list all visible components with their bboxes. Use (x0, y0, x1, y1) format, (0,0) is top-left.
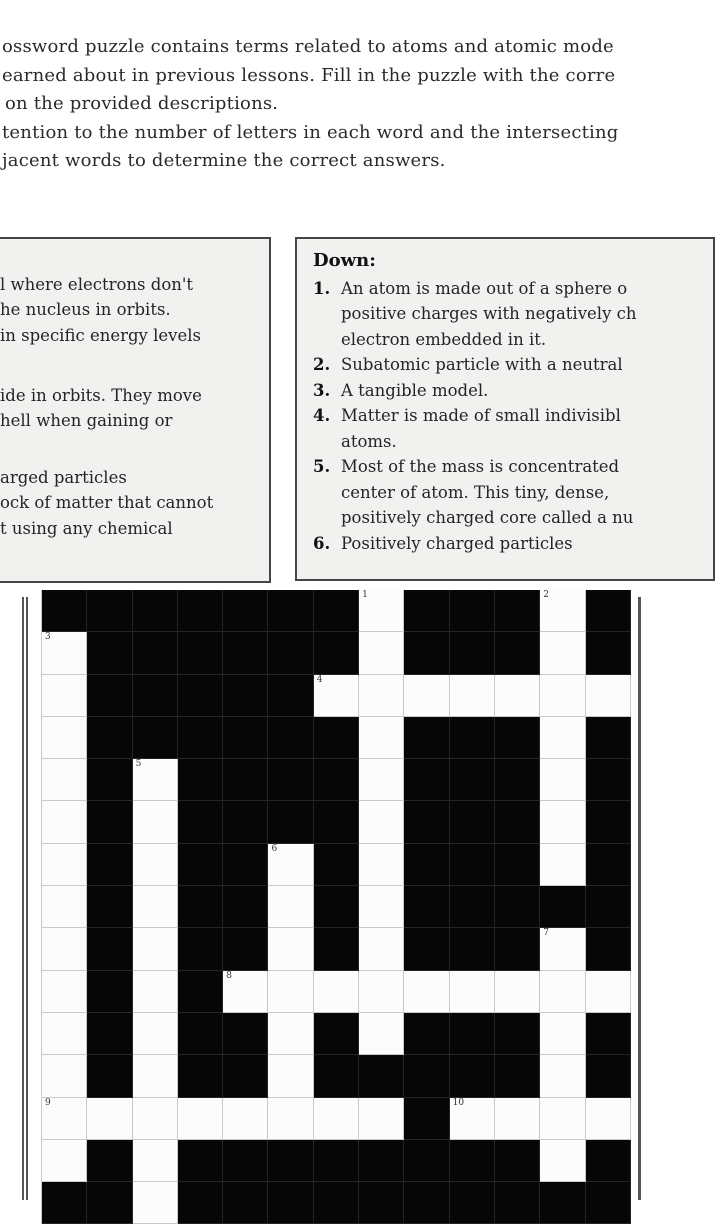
black-cell (87, 971, 132, 1013)
black-cell (495, 590, 540, 632)
black-cell (178, 844, 223, 886)
black-cell (87, 1055, 132, 1097)
white-cell[interactable] (268, 971, 313, 1013)
across-clue-line: l where electrons don't (0, 274, 194, 294)
black-cell (178, 590, 223, 632)
white-cell[interactable] (42, 971, 87, 1013)
white-cell[interactable] (268, 1055, 313, 1097)
black-cell (450, 1140, 495, 1182)
black-cell (586, 801, 631, 843)
black-cell (495, 801, 540, 843)
black-cell (404, 1013, 449, 1055)
black-cell (87, 759, 132, 801)
black-cell (268, 717, 313, 759)
black-cell (268, 1140, 313, 1182)
across-clue-line: in specific energy levels (0, 325, 201, 345)
white-cell[interactable] (133, 801, 178, 843)
white-cell[interactable] (450, 675, 495, 717)
white-cell[interactable] (540, 1098, 585, 1140)
down-title: Down: (313, 250, 376, 271)
black-cell (223, 675, 268, 717)
black-cell (178, 886, 223, 928)
black-cell (314, 844, 359, 886)
black-cell (223, 717, 268, 759)
white-cell[interactable] (42, 1055, 87, 1097)
black-cell (223, 759, 268, 801)
down-clue-number: 4. (313, 406, 331, 425)
white-cell[interactable] (359, 886, 404, 928)
white-cell[interactable] (133, 1182, 178, 1224)
instruction-line: on the provided descriptions. (5, 93, 279, 114)
black-cell (178, 1140, 223, 1182)
black-cell (359, 1182, 404, 1224)
white-cell[interactable] (540, 590, 585, 632)
black-cell (178, 717, 223, 759)
white-cell[interactable] (359, 632, 404, 674)
white-cell[interactable] (359, 717, 404, 759)
cell-number: 2 (543, 590, 549, 600)
black-cell (450, 1055, 495, 1097)
white-cell[interactable] (586, 675, 631, 717)
black-cell (178, 1013, 223, 1055)
black-cell (404, 1140, 449, 1182)
white-cell[interactable] (586, 1098, 631, 1140)
black-cell (223, 844, 268, 886)
down-clue-line: positively charged core called a nu (341, 508, 634, 527)
white-cell[interactable] (42, 717, 87, 759)
down-clues-box (295, 237, 715, 581)
black-cell (314, 632, 359, 674)
black-cell (223, 1140, 268, 1182)
white-cell[interactable] (359, 1098, 404, 1140)
white-cell[interactable] (223, 1098, 268, 1140)
across-clue-line: ide in orbits. They move (0, 385, 202, 405)
down-clue-line: Most of the mass is concentrated (341, 457, 620, 476)
black-cell (404, 590, 449, 632)
black-cell (404, 801, 449, 843)
instruction-line: ossword puzzle contains terms related to atoms and atomic mode (2, 36, 614, 57)
crossword-border-left-outer (22, 597, 24, 1200)
black-cell (178, 801, 223, 843)
black-cell (42, 1182, 87, 1224)
black-cell (314, 886, 359, 928)
white-cell[interactable] (359, 801, 404, 843)
white-cell[interactable] (359, 590, 404, 632)
black-cell (586, 717, 631, 759)
black-cell (314, 717, 359, 759)
down-clue-line: center of atom. This tiny, dense, (341, 482, 610, 502)
black-cell (404, 759, 449, 801)
black-cell (495, 759, 540, 801)
white-cell[interactable] (133, 928, 178, 970)
cell-number: 4 (316, 674, 323, 685)
black-cell (586, 590, 631, 632)
black-cell (314, 1140, 359, 1182)
white-cell[interactable] (540, 759, 585, 801)
black-cell (404, 1182, 449, 1224)
white-cell[interactable] (133, 844, 178, 886)
white-cell[interactable] (87, 1098, 132, 1140)
black-cell (450, 759, 495, 801)
down-clue-line: Subatomic particle with a neutral (341, 355, 623, 374)
white-cell[interactable] (540, 1055, 585, 1097)
black-cell (450, 1013, 495, 1055)
black-cell (178, 1182, 223, 1224)
black-cell (268, 590, 313, 632)
white-cell[interactable] (586, 971, 631, 1013)
crossword-grid (41, 590, 631, 1200)
cell-number: 1 (362, 590, 368, 600)
white-cell[interactable] (42, 886, 87, 928)
black-cell (404, 632, 449, 674)
black-cell (495, 886, 540, 928)
black-cell (540, 1182, 585, 1224)
black-cell (404, 1098, 449, 1140)
down-clue-line: electron embedded in it. (341, 329, 547, 349)
white-cell[interactable] (450, 1098, 495, 1140)
black-cell (87, 590, 132, 632)
black-cell (87, 1140, 132, 1182)
white-cell[interactable] (268, 886, 313, 928)
white-cell[interactable] (42, 632, 87, 674)
black-cell (586, 928, 631, 970)
black-cell (223, 886, 268, 928)
cell-number: 3 (45, 632, 51, 643)
instruction-line: jacent words to determine the correct answers. (2, 150, 446, 171)
black-cell (268, 675, 313, 717)
white-cell[interactable] (42, 759, 87, 801)
black-cell (87, 928, 132, 970)
black-cell (450, 886, 495, 928)
white-cell[interactable] (450, 971, 495, 1013)
white-cell[interactable] (540, 1013, 585, 1055)
down-clue-number: 3. (313, 380, 331, 400)
black-cell (314, 1055, 359, 1097)
cell-number: 10 (452, 1097, 465, 1108)
black-cell (178, 759, 223, 801)
black-cell (314, 801, 359, 843)
across-clue-line: arged particles (0, 467, 127, 487)
cell-number: 5 (135, 759, 142, 770)
black-cell (404, 886, 449, 928)
white-cell[interactable] (540, 717, 585, 759)
black-cell (314, 1182, 359, 1224)
white-cell[interactable] (404, 971, 449, 1013)
cell-number: 7 (543, 928, 549, 939)
white-cell[interactable] (359, 844, 404, 886)
black-cell (586, 886, 631, 928)
white-cell[interactable] (359, 675, 404, 717)
down-clue-line: atoms. (341, 431, 397, 451)
white-cell[interactable] (268, 844, 313, 886)
white-cell[interactable] (540, 675, 585, 717)
black-cell (223, 928, 268, 970)
black-cell (87, 886, 132, 928)
white-cell[interactable] (42, 1140, 87, 1182)
down-clue-line: Matter is made of small indivisibl (341, 406, 621, 425)
black-cell (133, 717, 178, 759)
across-clue-line: t using any chemical (0, 518, 173, 538)
black-cell (314, 759, 359, 801)
black-cell (42, 590, 87, 632)
black-cell (87, 675, 132, 717)
white-cell[interactable] (268, 928, 313, 970)
black-cell (586, 1182, 631, 1224)
black-cell (87, 844, 132, 886)
black-cell (268, 759, 313, 801)
white-cell[interactable] (223, 971, 268, 1013)
black-cell (359, 1055, 404, 1097)
black-cell (450, 590, 495, 632)
black-cell (223, 590, 268, 632)
white-cell[interactable] (540, 971, 585, 1013)
white-cell[interactable] (133, 1140, 178, 1182)
down-clue-number: 1. (313, 278, 331, 298)
white-cell[interactable] (495, 675, 540, 717)
black-cell (495, 717, 540, 759)
black-cell (87, 801, 132, 843)
white-cell[interactable] (268, 1098, 313, 1140)
black-cell (223, 1055, 268, 1097)
white-cell[interactable] (314, 971, 359, 1013)
black-cell (87, 1013, 132, 1055)
white-cell[interactable] (133, 1013, 178, 1055)
white-cell[interactable] (314, 1098, 359, 1140)
down-clue-number: 6. (313, 533, 331, 553)
white-cell[interactable] (42, 1013, 87, 1055)
black-cell (268, 632, 313, 674)
white-cell[interactable] (495, 1098, 540, 1140)
black-cell (223, 1182, 268, 1224)
across-clue-line: ock of matter that cannot (0, 493, 214, 512)
black-cell (404, 844, 449, 886)
black-cell (87, 717, 132, 759)
black-cell (495, 1013, 540, 1055)
black-cell (178, 632, 223, 674)
black-cell (314, 1013, 359, 1055)
white-cell[interactable] (133, 1055, 178, 1097)
black-cell (268, 1182, 313, 1224)
crossword-cells (41, 590, 631, 1224)
black-cell (586, 1013, 631, 1055)
cell-number: 6 (271, 843, 278, 854)
crossword-border-left-inner (26, 597, 28, 1200)
white-cell[interactable] (540, 632, 585, 674)
black-cell (495, 1055, 540, 1097)
black-cell (586, 1140, 631, 1182)
down-clue-number: 5. (313, 457, 331, 476)
white-cell[interactable] (540, 928, 585, 970)
black-cell (450, 1182, 495, 1224)
black-cell (133, 590, 178, 632)
white-cell[interactable] (540, 1140, 585, 1182)
black-cell (450, 632, 495, 674)
down-clue-number: 2. (313, 355, 331, 374)
white-cell[interactable] (178, 1098, 223, 1140)
black-cell (450, 928, 495, 970)
cell-number: 9 (45, 1097, 51, 1108)
black-cell (495, 1140, 540, 1182)
down-clue-line: An atom is made out of a sphere o (341, 278, 628, 298)
black-cell (87, 632, 132, 674)
black-cell (586, 759, 631, 801)
black-cell (268, 801, 313, 843)
black-cell (495, 844, 540, 886)
white-cell[interactable] (314, 675, 359, 717)
black-cell (404, 1055, 449, 1097)
across-clues-box (0, 237, 271, 583)
black-cell (133, 632, 178, 674)
black-cell (450, 717, 495, 759)
across-clue-line: hell when gaining or (0, 411, 173, 430)
white-cell[interactable] (42, 844, 87, 886)
black-cell (450, 844, 495, 886)
cell-number: 8 (226, 970, 232, 981)
white-cell[interactable] (359, 759, 404, 801)
across-clue-line: he nucleus in orbits. (0, 300, 171, 319)
white-cell[interactable] (404, 675, 449, 717)
black-cell (359, 1140, 404, 1182)
instruction-line: earned about in previous lessons. Fill in the puzzle with the corre (2, 64, 616, 86)
down-clue-line: positive charges with negatively ch (341, 304, 637, 323)
black-cell (586, 1055, 631, 1097)
black-cell (450, 801, 495, 843)
black-cell (314, 590, 359, 632)
black-cell (404, 717, 449, 759)
black-cell (223, 1013, 268, 1055)
black-cell (133, 675, 178, 717)
black-cell (178, 971, 223, 1013)
black-cell (495, 928, 540, 970)
black-cell (223, 801, 268, 843)
white-cell[interactable] (268, 1013, 313, 1055)
white-cell[interactable] (495, 971, 540, 1013)
white-cell[interactable] (359, 971, 404, 1013)
white-cell[interactable] (540, 844, 585, 886)
white-cell[interactable] (133, 759, 178, 801)
down-clue-line: A tangible model. (341, 380, 489, 400)
crossword-border-right (638, 597, 641, 1200)
black-cell (87, 1182, 132, 1224)
white-cell[interactable] (133, 886, 178, 928)
black-cell (586, 844, 631, 886)
down-clue-line: Positively charged particles (341, 533, 573, 553)
white-cell[interactable] (540, 801, 585, 843)
white-cell[interactable] (42, 928, 87, 970)
instruction-line: tention to the number of letters in each word and the intersecting (2, 121, 619, 143)
white-cell[interactable] (42, 801, 87, 843)
black-cell (495, 1182, 540, 1224)
white-cell[interactable] (133, 1098, 178, 1140)
black-cell (586, 632, 631, 674)
black-cell (495, 632, 540, 674)
black-cell (314, 928, 359, 970)
white-cell[interactable] (42, 675, 87, 717)
white-cell[interactable] (359, 928, 404, 970)
white-cell[interactable] (359, 1013, 404, 1055)
black-cell (178, 928, 223, 970)
white-cell[interactable] (42, 1098, 87, 1140)
black-cell (223, 632, 268, 674)
black-cell (404, 928, 449, 970)
black-cell (178, 1055, 223, 1097)
black-cell (540, 886, 585, 928)
black-cell (178, 675, 223, 717)
white-cell[interactable] (133, 971, 178, 1013)
